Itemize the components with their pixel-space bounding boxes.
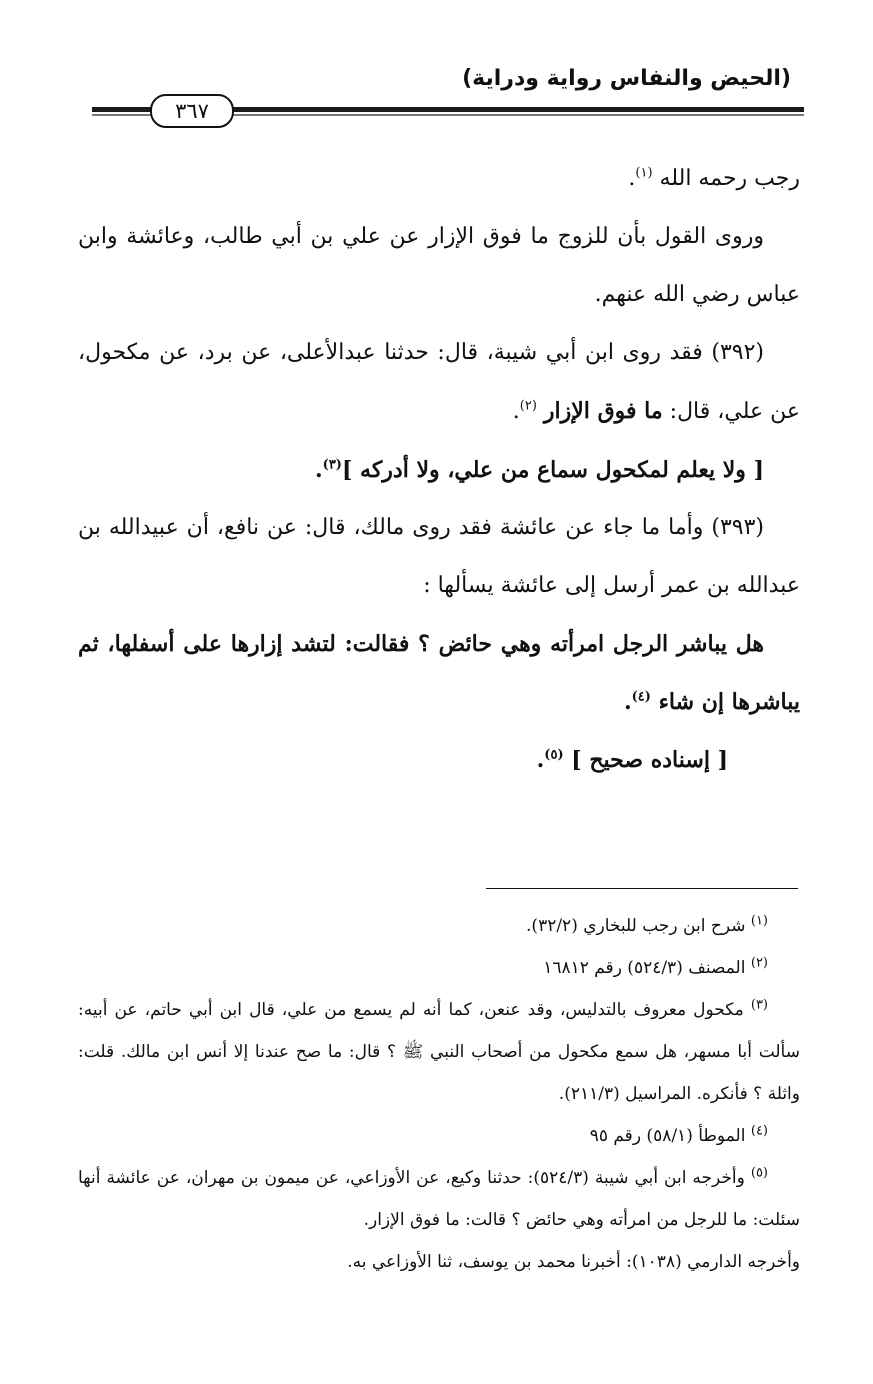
running-header-title: (الحيض والنفاس رواية ودراية) [462,66,791,91]
paragraph-3 [78,324,800,441]
main-text [78,150,800,789]
paragraph-1-text: رجب رحمه الله [659,166,800,191]
paragraph-6-text: هل يباشر الرجل امرأته وهي حائض ؟ فقالت: لتشد إزارها على أسفلها، ثم يباشرها إن شاء [78,631,800,715]
footnote-4 [78,1115,800,1157]
footnote-ref-5: (٥) [544,747,564,763]
footnote-3 [78,989,800,1115]
footnote-2-text: المصنف (٥٢٤/٣) رقم ١٦٨١٢ [543,958,746,978]
paragraph-7 [78,731,800,789]
footnote-ref-3: (٣) [322,457,342,473]
footnote-5-number: (٥) [750,1165,768,1181]
paragraph-6-end: . [623,689,632,715]
footnote-separator [486,888,798,889]
footnote-5-continuation: وأخرجه الدارمي (١٠٣٨): أخبرنا محمد بن يوسف، ثنا الأوزاعي به. [347,1252,800,1272]
footnote-1-number: (١) [750,913,768,929]
footnote-5-text: وأخرجه ابن أبي شيبة (٥٢٤/٣): حدثنا وكيع، عن الأوزاعي، عن ميمون بن مهران، عن عائشة أنها سئلت: ما للرجل من امرأته وهي حائض ؟ قالت: ما فوق الإزار. [78,1168,800,1230]
paragraph-1 [78,150,800,208]
paragraph-4-end: . [314,457,323,483]
paragraph-4-text: [ ولا يعلم لمكحول سماع من علي، ولا أدركه ] [341,457,764,483]
paragraph-4 [78,441,800,499]
footnote-ref-4: (٤) [631,689,651,705]
paragraph-7-text: [ إسناده صحيح ] [571,747,728,773]
paragraph-5: (٣٩٣) وأما ما جاء عن عائشة فقد روى مالك، قال: عن نافع، أن عبيدالله بن عبدالله بن عمر أرسل إلى عائشة يسألها : [78,515,800,598]
page-number: ٣٦٧ [150,94,234,128]
paragraph-1-end: . [628,166,636,191]
paragraph-2: وروى القول بأن للزوج ما فوق الإزار عن علي بن أبي طالب، وعائشة وابن عباس رضي الله عنهم. [78,224,800,307]
footnote-5 [78,1157,800,1241]
footnotes [78,905,800,1283]
footnote-3-text: مكحول معروف بالتدليس، وقد عنعن، كما أنه لم يسمع من علي، قال ابن أبي حاتم، عن أبيه: سألت أبا مسهر، هل سمع مكحول من أصحاب النبي ﷺ ؟ قال: ما صح عندنا إلا أنس ابن مالك. قلت: واثلة ؟ فأنكره. المراسيل (٢١١/٣). [78,1000,800,1104]
paragraph-7-end: . [536,747,545,773]
footnote-2-number: (٢) [750,955,768,971]
footnote-1-text: شرح ابن رجب للبخاري (٣٢/٢). [526,916,746,936]
footnote-ref-2: (٢) [519,398,537,414]
footnote-3-number: (٣) [750,997,768,1013]
footnote-4-number: (٤) [750,1123,768,1139]
footnote-4-text: الموطأ (٥٨/١) رقم ٩٥ [589,1126,746,1146]
paragraph-3-end: . [512,399,520,424]
paragraph-6 [78,615,800,731]
footnote-ref-1: (١) [635,165,653,181]
footnote-1 [78,905,800,947]
paragraph-3-text: (٣٩٢) فقد روى ابن أبي شيبة، قال: حدثنا عبدالأعلى، عن برد، عن مكحول، عن علي، قال: [78,340,800,424]
footnote-2 [78,947,800,989]
paragraph-3-quote: ما فوق الإزار [543,398,663,424]
